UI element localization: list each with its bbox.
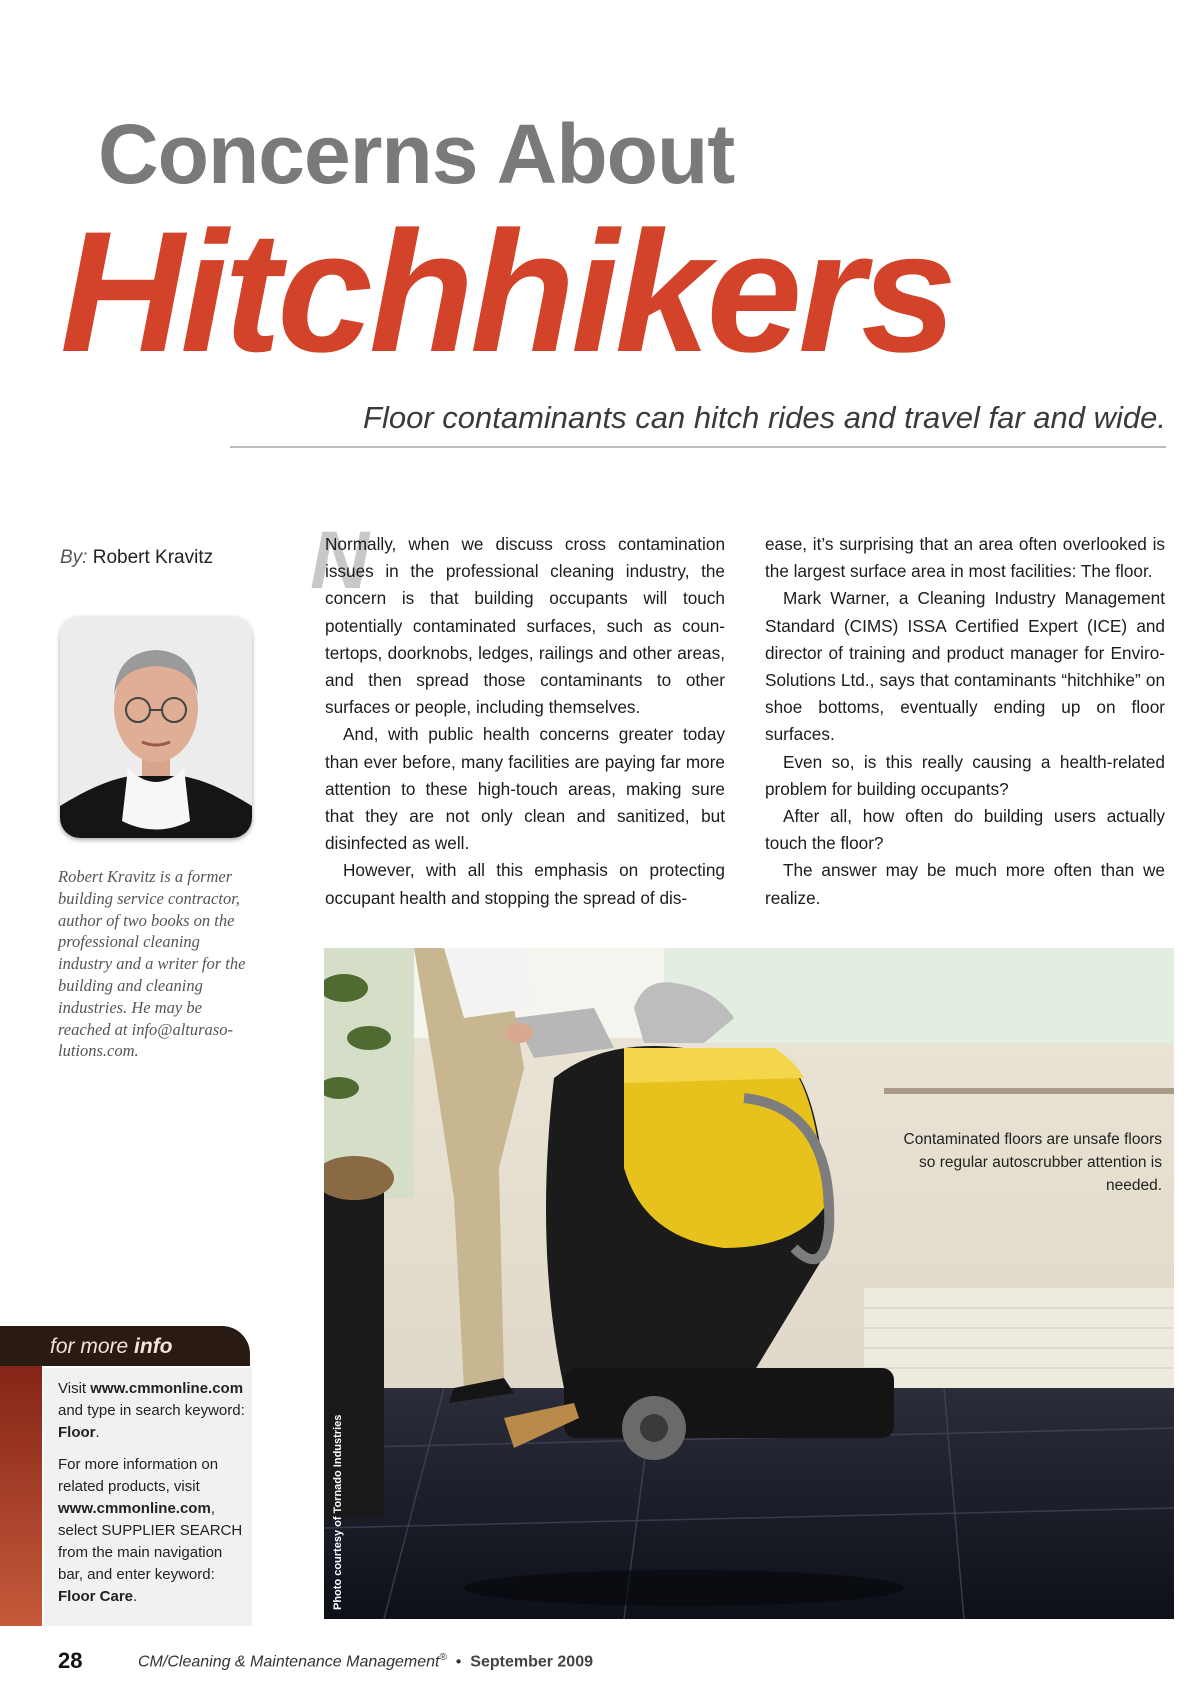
drop-cap: N: [310, 515, 370, 606]
subheadline: Floor contaminants can hitch rides and travel far and wide.: [363, 400, 1166, 435]
paragraph: The answer may be much more often than we realize.: [765, 860, 1165, 908]
footer-separator: •: [455, 1653, 462, 1671]
info-link-url[interactable]: www.cmmonline.com: [90, 1380, 244, 1397]
info-paragraph-2: For more information on related products, visit www.cmmonline.com, select SUPPLIER SEARCH from the main navigation bar, and enter keyword: Floor Care.: [58, 1456, 243, 1605]
info-box-body: [58, 1378, 248, 1618]
paragraph: However, with all this emphasis on protecting occupant health and stopping the spread of dis-: [325, 860, 725, 908]
info-box-title: [50, 1335, 173, 1359]
page-number: 28: [58, 1648, 83, 1673]
paragraph: Normally, when we discuss cross contamination issues in the professional cleaning industry, the concern is that building occupants will touch potentially contaminated surfaces, such as coun-tertops, doorknobs, ledges, railings and other areas, and then spread those contaminants to other surfaces or people, including themselves.: [325, 534, 725, 718]
byline-author: Robert Kravitz: [92, 547, 214, 568]
author-portrait-illustration: [60, 616, 252, 838]
info-sidebar-bar: [0, 1326, 42, 1626]
paragraph: ease, it’s surprising that an area often overlooked is the largest surface area in most facilities: The floor.: [765, 534, 1165, 582]
photo-credit: Photo courtesy of Tornado Industries: [332, 1414, 344, 1610]
publication-name: CM/Cleaning & Maintenance Management: [138, 1653, 440, 1671]
article-column-2: [765, 531, 1165, 912]
registered-mark: ®: [439, 1652, 447, 1663]
issue-date: September 2009: [470, 1653, 593, 1671]
headline-line-1: Concerns About: [98, 107, 735, 201]
info-box-title-light: for more: [50, 1335, 129, 1358]
info-box-title-bold: info: [134, 1335, 173, 1358]
author-photo: [60, 616, 252, 838]
paragraph: And, with public health concerns greater today than ever before, many facilities are paying far more attention to these high-touch areas, making sure that they are not only clean and sanitized, but disinfected as well.: [325, 724, 725, 854]
paragraph: After all, how often do building users actually touch the floor?: [765, 806, 1165, 854]
article-column-1: [325, 531, 725, 912]
footer-publication: [138, 1652, 593, 1671]
autoscrubber-photo: [324, 948, 1174, 1619]
info-keyword: Floor: [58, 1424, 96, 1441]
paragraph: Mark Warner, a Cleaning Industry Management Standard (CIMS) ISSA Certified Expert (ICE) and director of training and product manager for Enviro-Solutions Ltd., says that contaminants “hitchhike” on shoe bottoms, eventually ending up on floor surfaces.: [765, 588, 1165, 745]
author-bio: Robert Kravitz is a former building service contractor, author of two books on the professional cleaning industry and a writer for the building and cleaning industries. He may be reached at info@alturaso-lutions.com.: [58, 867, 246, 1061]
byline-prefix: By:: [60, 547, 88, 568]
info-paragraph-1: Visit www.cmmonline.com and type in search keyword: Floor.: [58, 1380, 245, 1441]
photo-caption: Contaminated floors are unsafe floors so regular autoscrubber attention is needed.: [903, 1131, 1162, 1194]
info-link-url[interactable]: www.cmmonline.com: [58, 1500, 211, 1517]
subheadline-rule: [230, 446, 1166, 448]
byline: [60, 547, 213, 569]
autoscrubber-illustration: [324, 948, 1174, 1619]
paragraph: Even so, is this really causing a health-related problem for building occupants?: [765, 751, 1165, 799]
info-keyword: Floor Care: [58, 1588, 134, 1605]
headline-line-2: Hitchhikers: [60, 196, 953, 388]
